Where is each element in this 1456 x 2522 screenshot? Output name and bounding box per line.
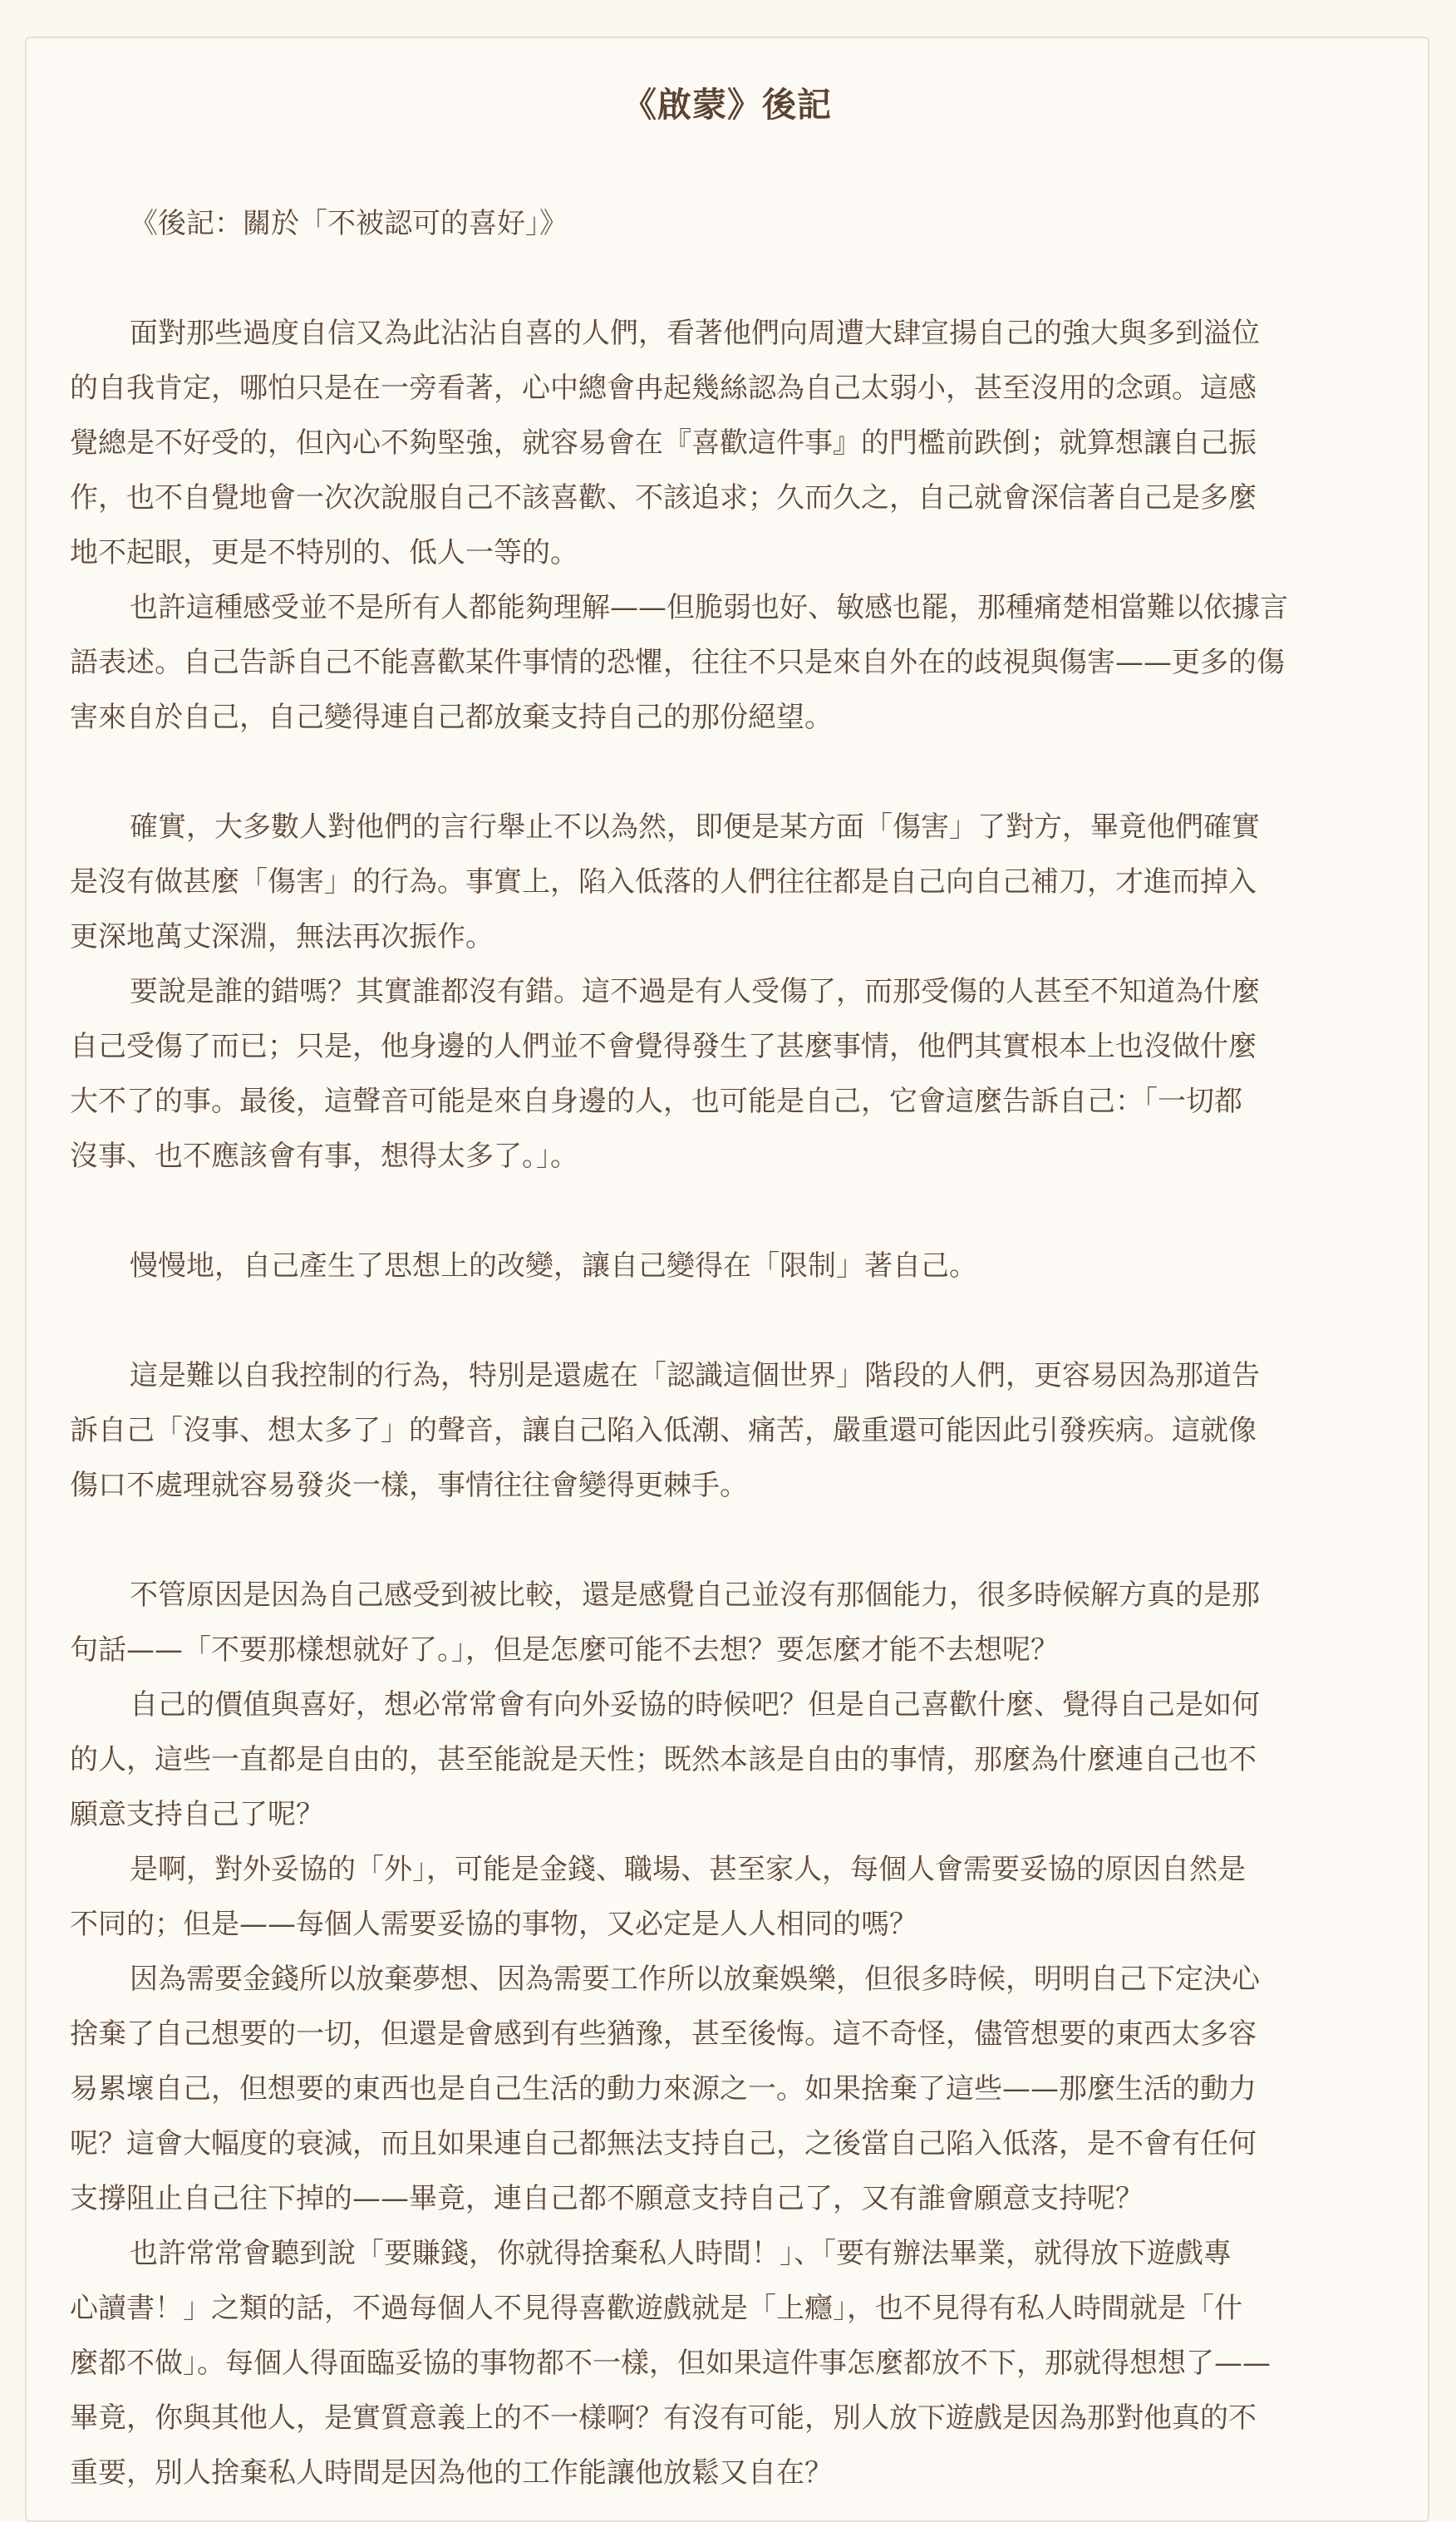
paragraph — [70, 1842, 1396, 1952]
paragraph-spacer — [70, 251, 1396, 306]
text-line: 語表述。自己告訴自己不能喜歡某件事情的恐懼，往往不只是來自外在的歧視與傷害——更多的傷 — [70, 646, 1285, 679]
paragraph — [70, 964, 1396, 1184]
text-line: 大不了的事。最後，這聲音可能是來自身邊的人，也可能是自己，它會這麼告訴自己：「一切都 — [70, 1085, 1242, 1118]
paragraph-spacer — [70, 1513, 1396, 1568]
text-line: 捨棄了自己想要的一切，但還是會感到有些猶豫，甚至後悔。這不奇怪，儘管想要的東西太多容 — [70, 2017, 1257, 2051]
text-line: 重要，別人捨棄私人時間是因為他的工作能讓他放鬆又自在？ — [70, 2456, 833, 2490]
paragraph — [70, 800, 1396, 964]
text-line: 句話——「不要那樣想就好了。」，但是怎麼可能不去想？要怎麼才能不去想呢？ — [70, 1633, 1059, 1667]
text-line: 麼都不做」。每個人得面臨妥協的事物都不一樣，但如果這件事怎麼都放不下，那就得想想了—— — [70, 2347, 1271, 2380]
text-line: 《後記：關於「不被認可的喜好」》 — [130, 207, 568, 240]
text-line: 傷口不處理就容易發炎一樣，事情往往會變得更棘手。 — [70, 1469, 748, 1502]
paragraph-spacer — [70, 745, 1396, 800]
text-line: 地不起眼，更是不特別的、低人一等的。 — [70, 536, 578, 569]
text-line: 因為需要金錢所以放棄夢想、因為需要工作所以放棄娛樂，但很多時候，明明自己下定決心 — [130, 1963, 1260, 1996]
text-line: 易累壞自己，但想要的東西也是自己生活的動力來源之一。如果捨棄了這些——那麼生活的動力 — [70, 2072, 1257, 2106]
paragraph — [70, 1239, 1396, 1293]
text-line: 沒事、也不應該會有事，想得太多了。」。 — [70, 1140, 578, 1173]
text-line: 確實，大多數人對他們的言行舉止不以為然，即便是某方面「傷害」了對方，畢竟他們確實 — [130, 810, 1260, 844]
paragraph-spacer — [70, 1293, 1396, 1348]
text-line: 呢？這會大幅度的衰減，而且如果連自己都無法支持自己，之後當自己陷入低落，是不會有任何 — [70, 2127, 1257, 2160]
text-line: 作，也不自覺地會一次次說服自己不該喜歡、不該追求；久而久之，自己就會深信著自己是多麼 — [70, 481, 1257, 515]
text-line: 是啊，對外妥協的「外」，可能是金錢、職場、甚至家人，每個人會需要妥協的原因自然是 — [130, 1853, 1246, 1886]
text-line: 訴自己「沒事、想太多了」的聲音，讓自己陷入低潮、痛苦，嚴重還可能因此引發疾病。這就像 — [70, 1414, 1257, 1447]
text-line: 慢慢地，自己產生了思想上的改變，讓自己變得在「限制」著自己。 — [130, 1249, 977, 1283]
paragraph — [70, 1568, 1396, 1677]
text-line: 這是難以自我控制的行為，特別是還處在「認識這個世界」階段的人們，更容易因為那道告 — [130, 1359, 1260, 1392]
text-line: 的自我肯定，哪怕只是在一旁看著，心中總會冉起幾絲認為自己太弱小，甚至沒用的念頭。這感 — [70, 372, 1257, 405]
paragraph-spacer — [70, 1184, 1396, 1239]
text-line: 要說是誰的錯嗎？其實誰都沒有錯。這不過是有人受傷了，而那受傷的人甚至不知道為什麼 — [130, 975, 1260, 1008]
text-line: 畢竟，你與其他人，是實質意義上的不一樣啊？有沒有可能，別人放下遊戲是因為那對他真的不 — [70, 2401, 1257, 2435]
text-line: 是沒有做甚麼「傷害」的行為。事實上，陷入低落的人們往往都是自己向自己補刀，才進而掉入 — [70, 865, 1257, 899]
text-line: 覺總是不好受的，但內心不夠堅強，就容易會在『喜歡這件事』的門檻前跌倒；就算想讓自己振 — [70, 426, 1257, 460]
text-line: 的人，這些一直都是自由的，甚至能說是天性；既然本該是自由的事情，那麼為什麼連自己也不 — [70, 1743, 1257, 1776]
text-line: 不同的；但是——每個人需要妥協的事物，又必定是人人相同的嗎？ — [70, 1908, 917, 1941]
paragraph — [70, 1348, 1396, 1513]
paragraph — [70, 1677, 1396, 1842]
paragraph — [70, 580, 1396, 745]
document-body — [70, 196, 1396, 2500]
text-line: 自己的價值與喜好，想必常常會有向外妥協的時候吧？但是自己喜歡什麼、覺得自己是如何 — [130, 1688, 1260, 1722]
document-title: 《啟蒙》後記 — [622, 85, 832, 125]
text-line: 支撐阻止自己往下掉的——畢竟，連自己都不願意支持自己了，又有誰會願意支持呢？ — [70, 2182, 1144, 2215]
text-line: 自己受傷了而已；只是，他身邊的人們並不會覺得發生了甚麼事情，他們其實根本上也沒做什麼 — [70, 1030, 1257, 1063]
text-line: 心讀書！」之類的話，不過每個人不見得喜歡遊戲就是「上癮」，也不見得有私人時間就是「什 — [70, 2292, 1242, 2325]
document-page — [25, 37, 1429, 2522]
paragraph — [70, 1952, 1396, 2226]
paragraph — [70, 196, 1396, 251]
text-line: 也許常常會聽到說「要賺錢，你就得捨棄私人時間！」、「要有辦法畢業，就得放下遊戲專 — [130, 2237, 1232, 2270]
text-line: 也許這種感受並不是所有人都能夠理解——但脆弱也好、敏感也罷，那種痛楚相當難以依據言 — [130, 591, 1288, 624]
text-line: 害來自於自己，自己變得連自己都放棄支持自己的那份絕望。 — [70, 701, 833, 734]
text-line: 更深地萬丈深淵，無法再次振作。 — [70, 920, 494, 953]
text-line: 面對那些過度自信又為此沾沾自喜的人們，看著他們向周遭大肆宣揚自己的強大與多到溢位 — [130, 317, 1260, 350]
text-line: 願意支持自己了呢？ — [70, 1798, 324, 1831]
paragraph — [70, 306, 1396, 580]
paragraph — [70, 2226, 1396, 2500]
text-line: 不管原因是因為自己感受到被比較，還是感覺自己並沒有那個能力，很多時候解方真的是那 — [130, 1579, 1260, 1612]
